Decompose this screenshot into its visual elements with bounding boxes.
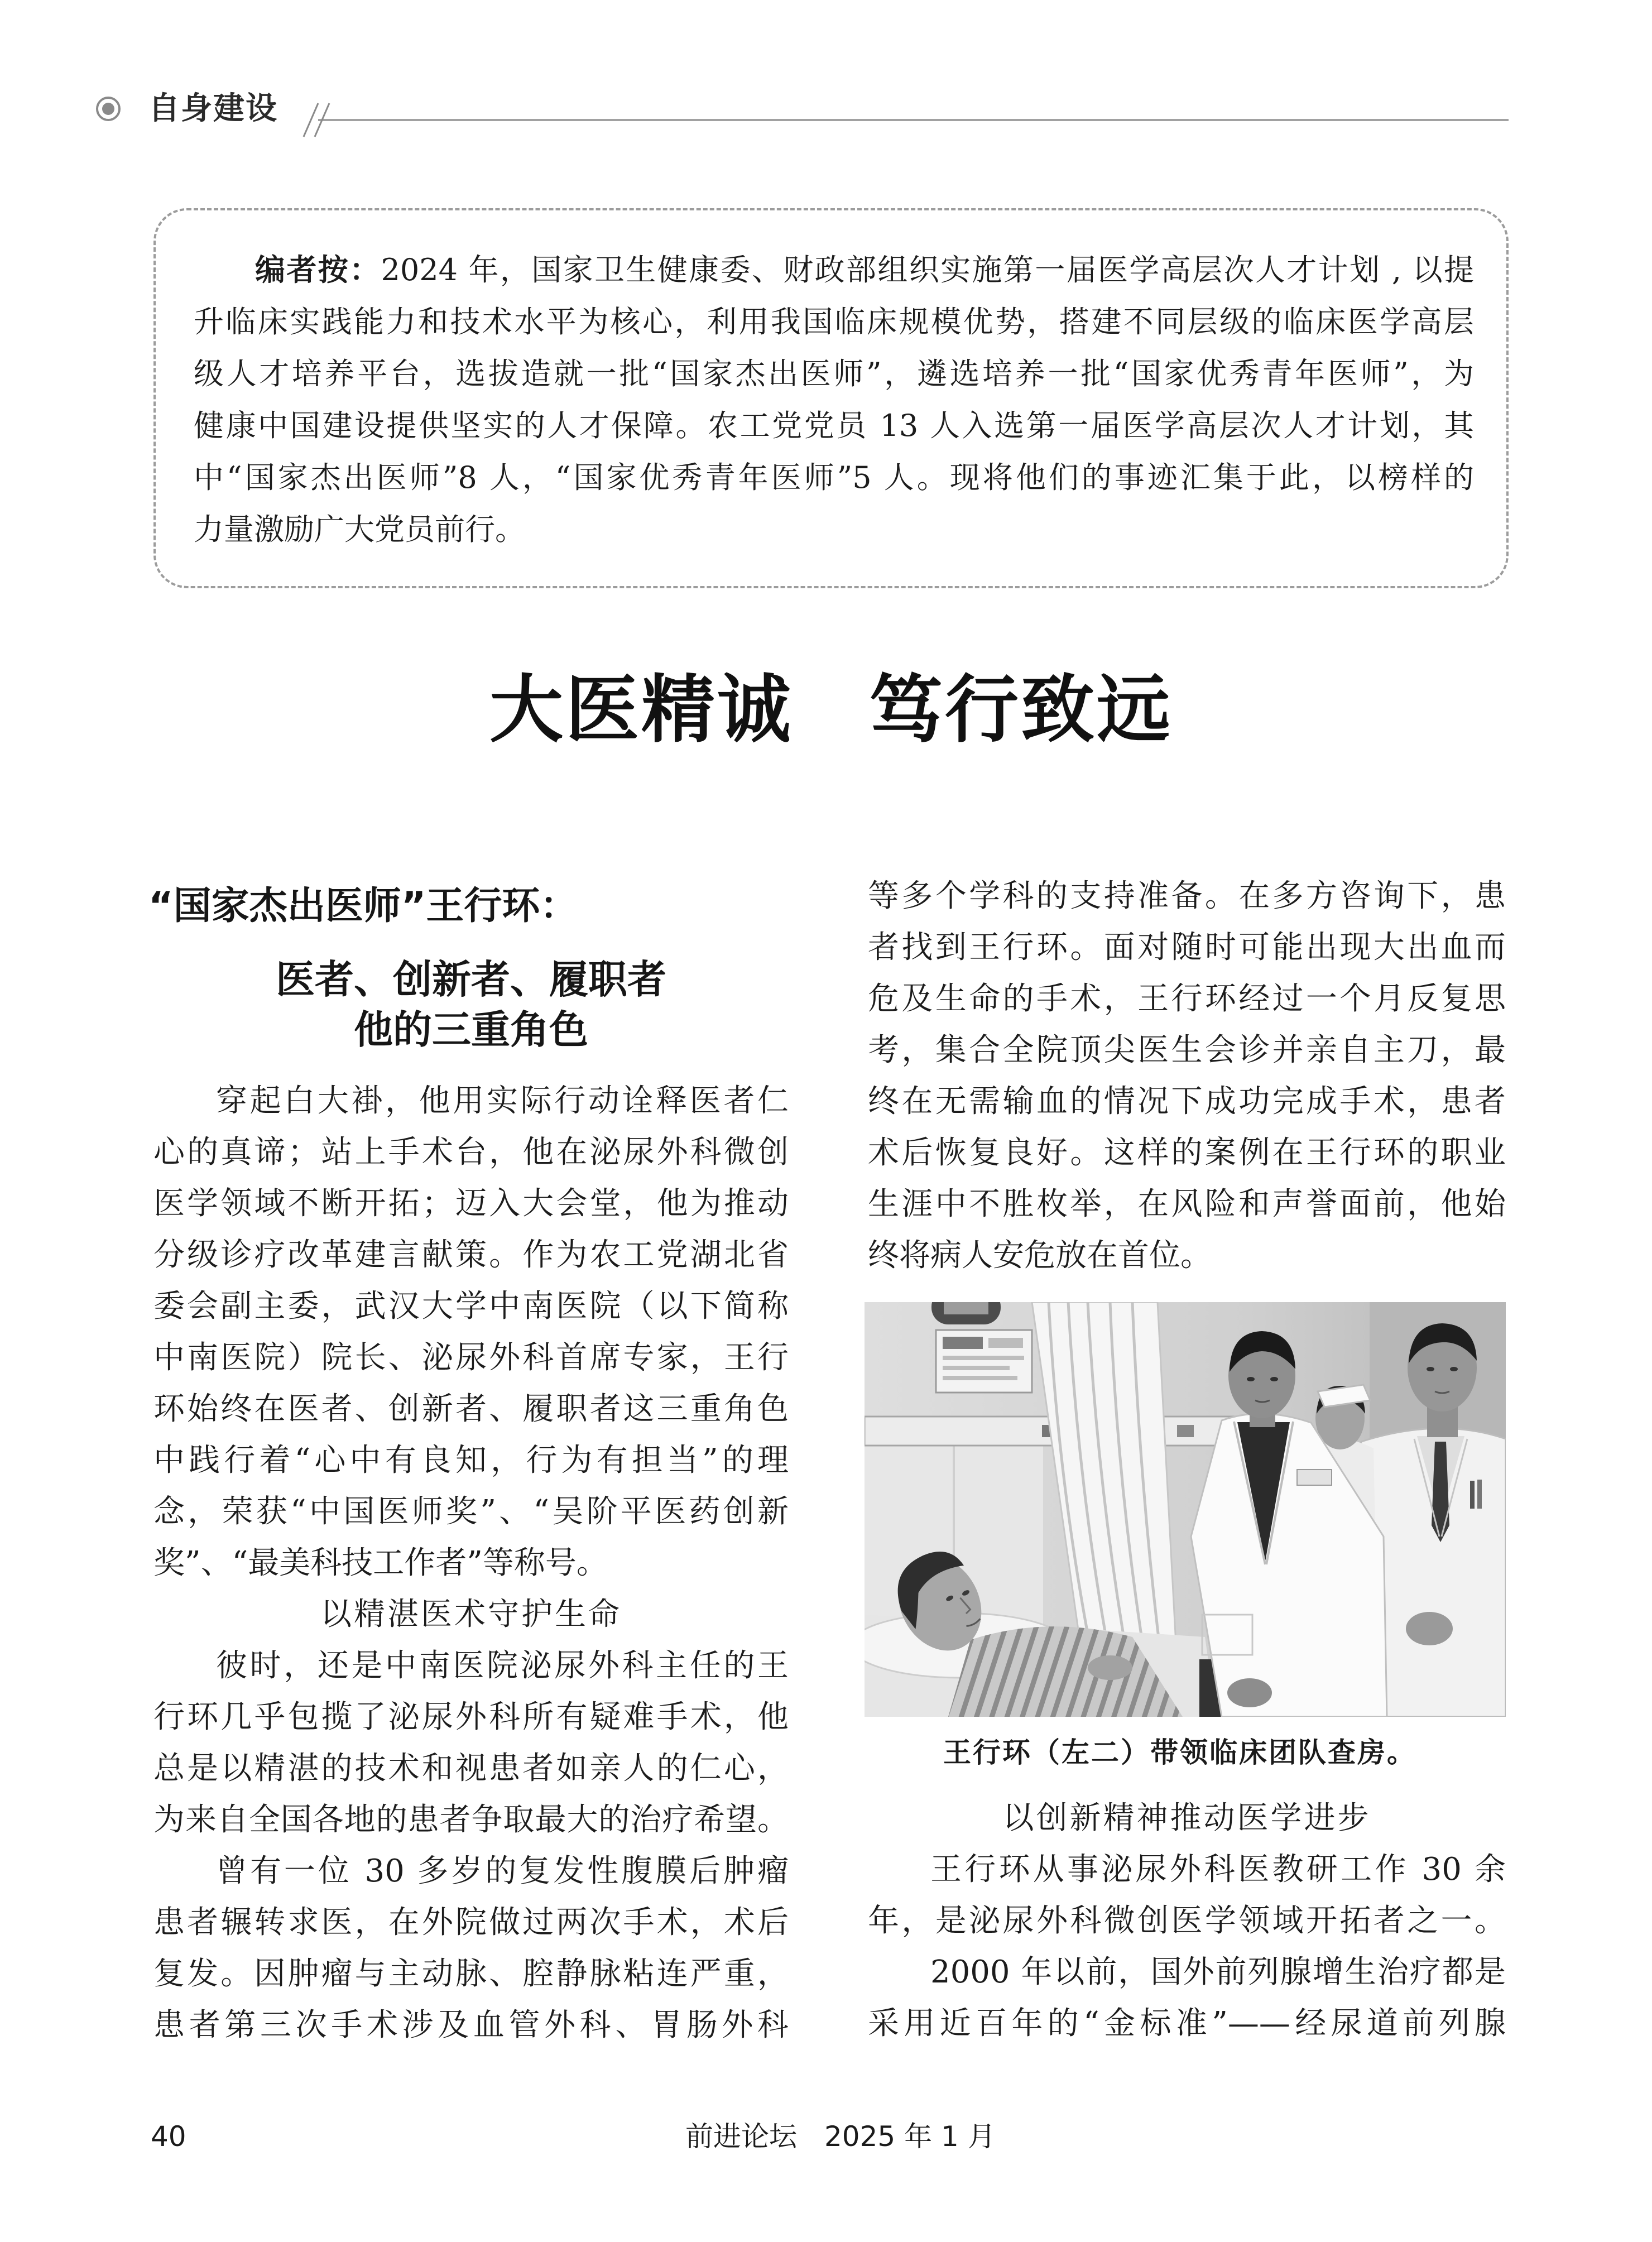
issue-date: 2025 年 1 月 — [824, 2120, 996, 2153]
body-line: 奖”、“最美科技工作者”等称号。 — [153, 1545, 608, 1581]
photo-caption: 王行环（左二）带领临床团队查房。 — [943, 1736, 1416, 1769]
body-line: 中践行着“心中有良知，行为有担当”的理 — [153, 1442, 789, 1478]
editor-note-line: 编者按：2024 年，国家卫生健康委、财政部组织实施第一届医学高层次人才计划 , 以提 — [255, 252, 1475, 287]
page-title: 大医精诚 笃行致远 — [489, 667, 1173, 753]
section-bullet-icon — [95, 95, 122, 122]
body-line: 分级诊疗改革建言献策。作为农工党湖北省 — [153, 1237, 789, 1273]
body-line: 为来自全国各地的患者争取最大的治疗希望。 — [153, 1802, 789, 1838]
body-line: 行环几乎包揽了泌尿外科所有疑难手术，他 — [153, 1699, 789, 1735]
section-heading: 以创新精神推动医学进步 — [1002, 1800, 1371, 1836]
body-line: 复发。因肿瘤与主动脉、腔静脉粘连严重， — [153, 1956, 789, 1992]
right-column-lower — [868, 1793, 1506, 2049]
editor-note-line: 级人才培养平台，选拔造就一批“国家杰出医师”，遴选培养一批“国家优秀青年医师”，为 — [194, 356, 1474, 391]
body-line: 王行环从事泌尿外科医教研工作 30 余 — [930, 1851, 1506, 1888]
body-line: 总是以精湛的技术和视患者如亲人的仁心， — [153, 1750, 789, 1787]
body-line: 危及生命的手术，王行环经过一个月反复思 — [868, 981, 1506, 1017]
doctor-right-hands — [1406, 1612, 1453, 1645]
body-line: 中南医院）院长、泌尿外科首席专家，王行 — [153, 1340, 789, 1376]
journal-name: 前进论坛 — [685, 2120, 797, 2153]
editor-note-label: 编者按： — [255, 252, 381, 287]
article-subtitle: 医者、创新者、履职者 — [276, 957, 666, 1002]
patient-hand — [1088, 1655, 1132, 1680]
section-heading: 以精湛医术守护生命 — [320, 1596, 622, 1633]
article-subtitle: 他的三重角色 — [354, 1007, 588, 1053]
body-line: 心的真谛；站上手术台，他在泌尿外科微创 — [153, 1134, 789, 1170]
body-line: 考，集合全院顶尖医生会诊并亲自主刀，最 — [868, 1032, 1506, 1068]
coat-badge — [1297, 1470, 1332, 1485]
body-line: 医学领域不断开拓；迈入大会堂，他为推动 — [153, 1185, 789, 1222]
body-line: 环始终在医者、创新者、履职者这三重角色 — [153, 1391, 789, 1427]
editor-note-line: 中“国家杰出医师”8 人，“国家优秀青年医师”5 人。现将他们的事迹汇集于此，以榜样的 — [194, 460, 1474, 495]
body-line: 曾有一位 30 多岁的复发性腹膜后肿瘤 — [216, 1853, 789, 1889]
section-label: 自身建设 — [148, 90, 278, 127]
editor-note-line: 升临床实践能力和技术水平为核心，利用我国临床规模优势，搭建不同层级的临床医学高层 — [194, 304, 1474, 339]
page-number: 40 — [151, 2120, 186, 2153]
article-kicker: “国家杰出医师”王行环： — [148, 884, 578, 928]
editor-note — [194, 244, 1474, 555]
body-line: 2000 年以前，国外前列腺增生治疗都是 — [930, 1954, 1506, 1990]
editor-note-line: 力量激励广大党员前行。 — [194, 512, 525, 547]
body-line: 委会副主委，武汉大学中南医院（以下简称 — [153, 1288, 789, 1324]
body-line: 术后恢复良好。这样的案例在王行环的职业 — [868, 1135, 1506, 1171]
editor-note-line: 健康中国建设提供坚实的人才保障。农工党党员 13 人入选第一届医学高层次人才计划，其 — [194, 408, 1474, 443]
body-line: 终将病人安危放在首位。 — [868, 1237, 1212, 1274]
body-line: 生涯中不胜枚举，在风险和声誉面前，他始 — [868, 1186, 1506, 1222]
body-line: 念，荣获“中国医师奖”、“吴阶平医药创新 — [153, 1494, 789, 1530]
left-column — [153, 1076, 789, 2051]
doctor-main-hands — [1227, 1678, 1272, 1707]
body-line: 采用近百年的“金标准”——经尿道前列腺 — [868, 2005, 1506, 2042]
body-line: 者找到王行环。面对随时可能出现大出血而 — [868, 929, 1506, 966]
body-line: 穿起白大褂，他用实际行动诠释医者仁 — [216, 1083, 789, 1119]
photo — [865, 1302, 1506, 1717]
right-column — [868, 871, 1506, 1281]
body-line: 患者第三次手术涉及血管外科、胃肠外科 — [153, 2007, 789, 2043]
body-line: 终在无需输血的情况下成功完成手术，患者 — [868, 1083, 1506, 1120]
body-line: 彼时，还是中南医院泌尿外科主任的王 — [216, 1648, 789, 1684]
body-line: 患者辗转求医，在外院做过两次手术，术后 — [153, 1904, 789, 1941]
body-line: 等多个学科的支持准备。在多方咨询下，患 — [868, 878, 1506, 914]
header-rule — [296, 95, 1510, 140]
body-line: 年，是泌尿外科微创医学领域开拓者之一。 — [868, 1903, 1506, 1939]
